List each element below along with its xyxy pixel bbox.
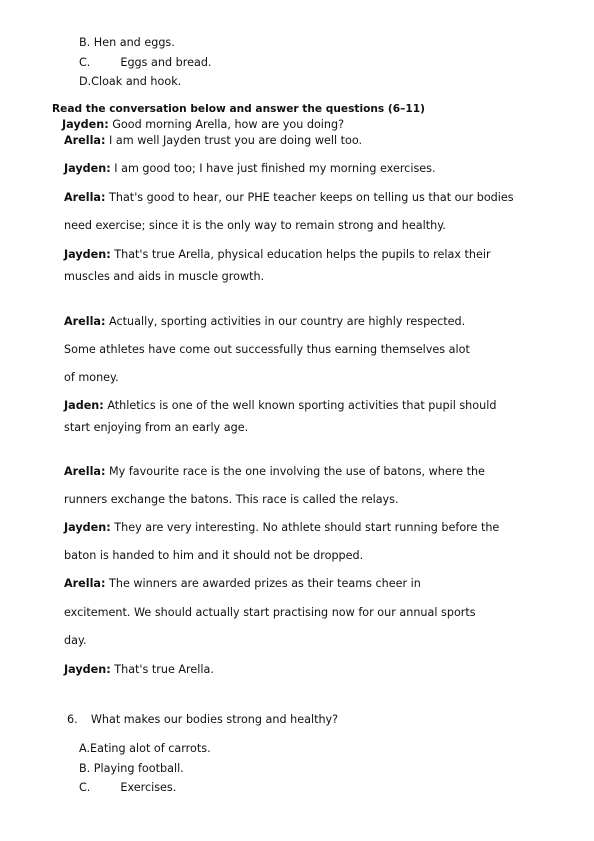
dialogue-text: muscles and aids in muscle growth.: [64, 270, 265, 283]
speaker-name: Jayden:: [64, 521, 111, 534]
option-letter: C.: [79, 781, 91, 794]
dialogue-text: Actually, sporting activities in our country are highly respected.: [109, 315, 466, 328]
option-text: Cloak and hook.: [91, 75, 182, 88]
option-text: Exercises.: [120, 781, 177, 794]
question-number: 6.: [67, 713, 78, 726]
question-text: What makes our bodies strong and healthy?: [90, 713, 339, 726]
dialogue-text: They are very interesting. No athlete should start running before the: [114, 521, 500, 534]
dialogue-line: [64, 465, 485, 479]
option-text: Playing football.: [93, 762, 184, 775]
dialogue-text: Good morning Arella, how are you doing?: [112, 118, 345, 131]
dialogue-line: [64, 134, 362, 148]
dialogue-text: My favourite race is the one involving the use of batons, where the: [109, 465, 485, 478]
speaker-name: Jayden:: [62, 118, 109, 131]
dialogue-text: start enjoying from an early age.: [64, 421, 249, 434]
prev-option-b: [79, 36, 175, 50]
dialogue-line: [64, 399, 496, 413]
speaker-name: Jayden:: [64, 663, 111, 676]
dialogue-text: of money.: [64, 371, 119, 384]
dialogue-line: [64, 521, 499, 535]
dialogue-text: excitement. We should actually start practising now for our annual sports: [64, 606, 476, 619]
dialogue-line: [62, 118, 344, 132]
dialogue-text: That's true Arella.: [114, 663, 214, 676]
speaker-name: Jayden:: [64, 162, 111, 175]
speaker-name: Jayden:: [64, 248, 111, 261]
dialogue-text: baton is handed to him and it should not be dropped.: [64, 549, 364, 562]
dialogue-text: That's true Arella, physical education helps the pupils to relax their: [114, 248, 491, 261]
option-text: Hen and eggs.: [93, 36, 175, 49]
answer-option-b: [79, 762, 184, 776]
dialogue-line: [64, 663, 214, 677]
speaker-name: Arella:: [64, 191, 106, 204]
dialogue-text: runners exchange the batons. This race is called the relays.: [64, 493, 399, 506]
instruction-heading: Read the conversation below and answer the questions (6–11): [52, 103, 426, 115]
dialogue-text: need exercise; since it is the only way to remain strong and healthy.: [64, 219, 446, 232]
dialogue-line: [64, 248, 491, 262]
speaker-name: Arella:: [64, 134, 106, 147]
option-letter: B.: [79, 36, 91, 49]
dialogue-text: Athletics is one of the well known sporting activities that pupil should: [107, 399, 497, 412]
dialogue-text: I am good too; I have just finished my morning exercises.: [114, 162, 436, 175]
dialogue-line: [64, 577, 421, 591]
dialogue-line: [64, 315, 465, 329]
option-letter: A.: [79, 742, 91, 755]
dialogue-text: That's good to hear, our PHE teacher keeps on telling us that our bodies: [109, 191, 514, 204]
dialogue-text: The winners are awarded prizes as their teams cheer in: [109, 577, 421, 590]
option-letter: C.: [79, 56, 91, 69]
speaker-name: Arella:: [64, 465, 106, 478]
option-letter: D.: [79, 75, 92, 88]
speaker-name: Arella:: [64, 577, 106, 590]
speaker-name: Jaden:: [64, 399, 104, 412]
question-6: [67, 713, 338, 727]
dialogue-text: day.: [64, 634, 87, 647]
prev-option-c: [79, 56, 212, 70]
answer-option-c: [79, 781, 176, 795]
speaker-name: Arella:: [64, 315, 106, 328]
option-text: Eggs and bread.: [120, 56, 212, 69]
option-letter: B.: [79, 762, 91, 775]
dialogue-line: [64, 191, 514, 205]
prev-option-d: [79, 75, 181, 89]
option-text: Eating alot of carrots.: [90, 742, 211, 755]
dialogue-text: I am well Jayden trust you are doing well too.: [109, 134, 363, 147]
dialogue-text: Some athletes have come out successfully thus earning themselves alot: [64, 343, 470, 356]
dialogue-line: [64, 162, 436, 176]
answer-option-a: [79, 742, 211, 756]
